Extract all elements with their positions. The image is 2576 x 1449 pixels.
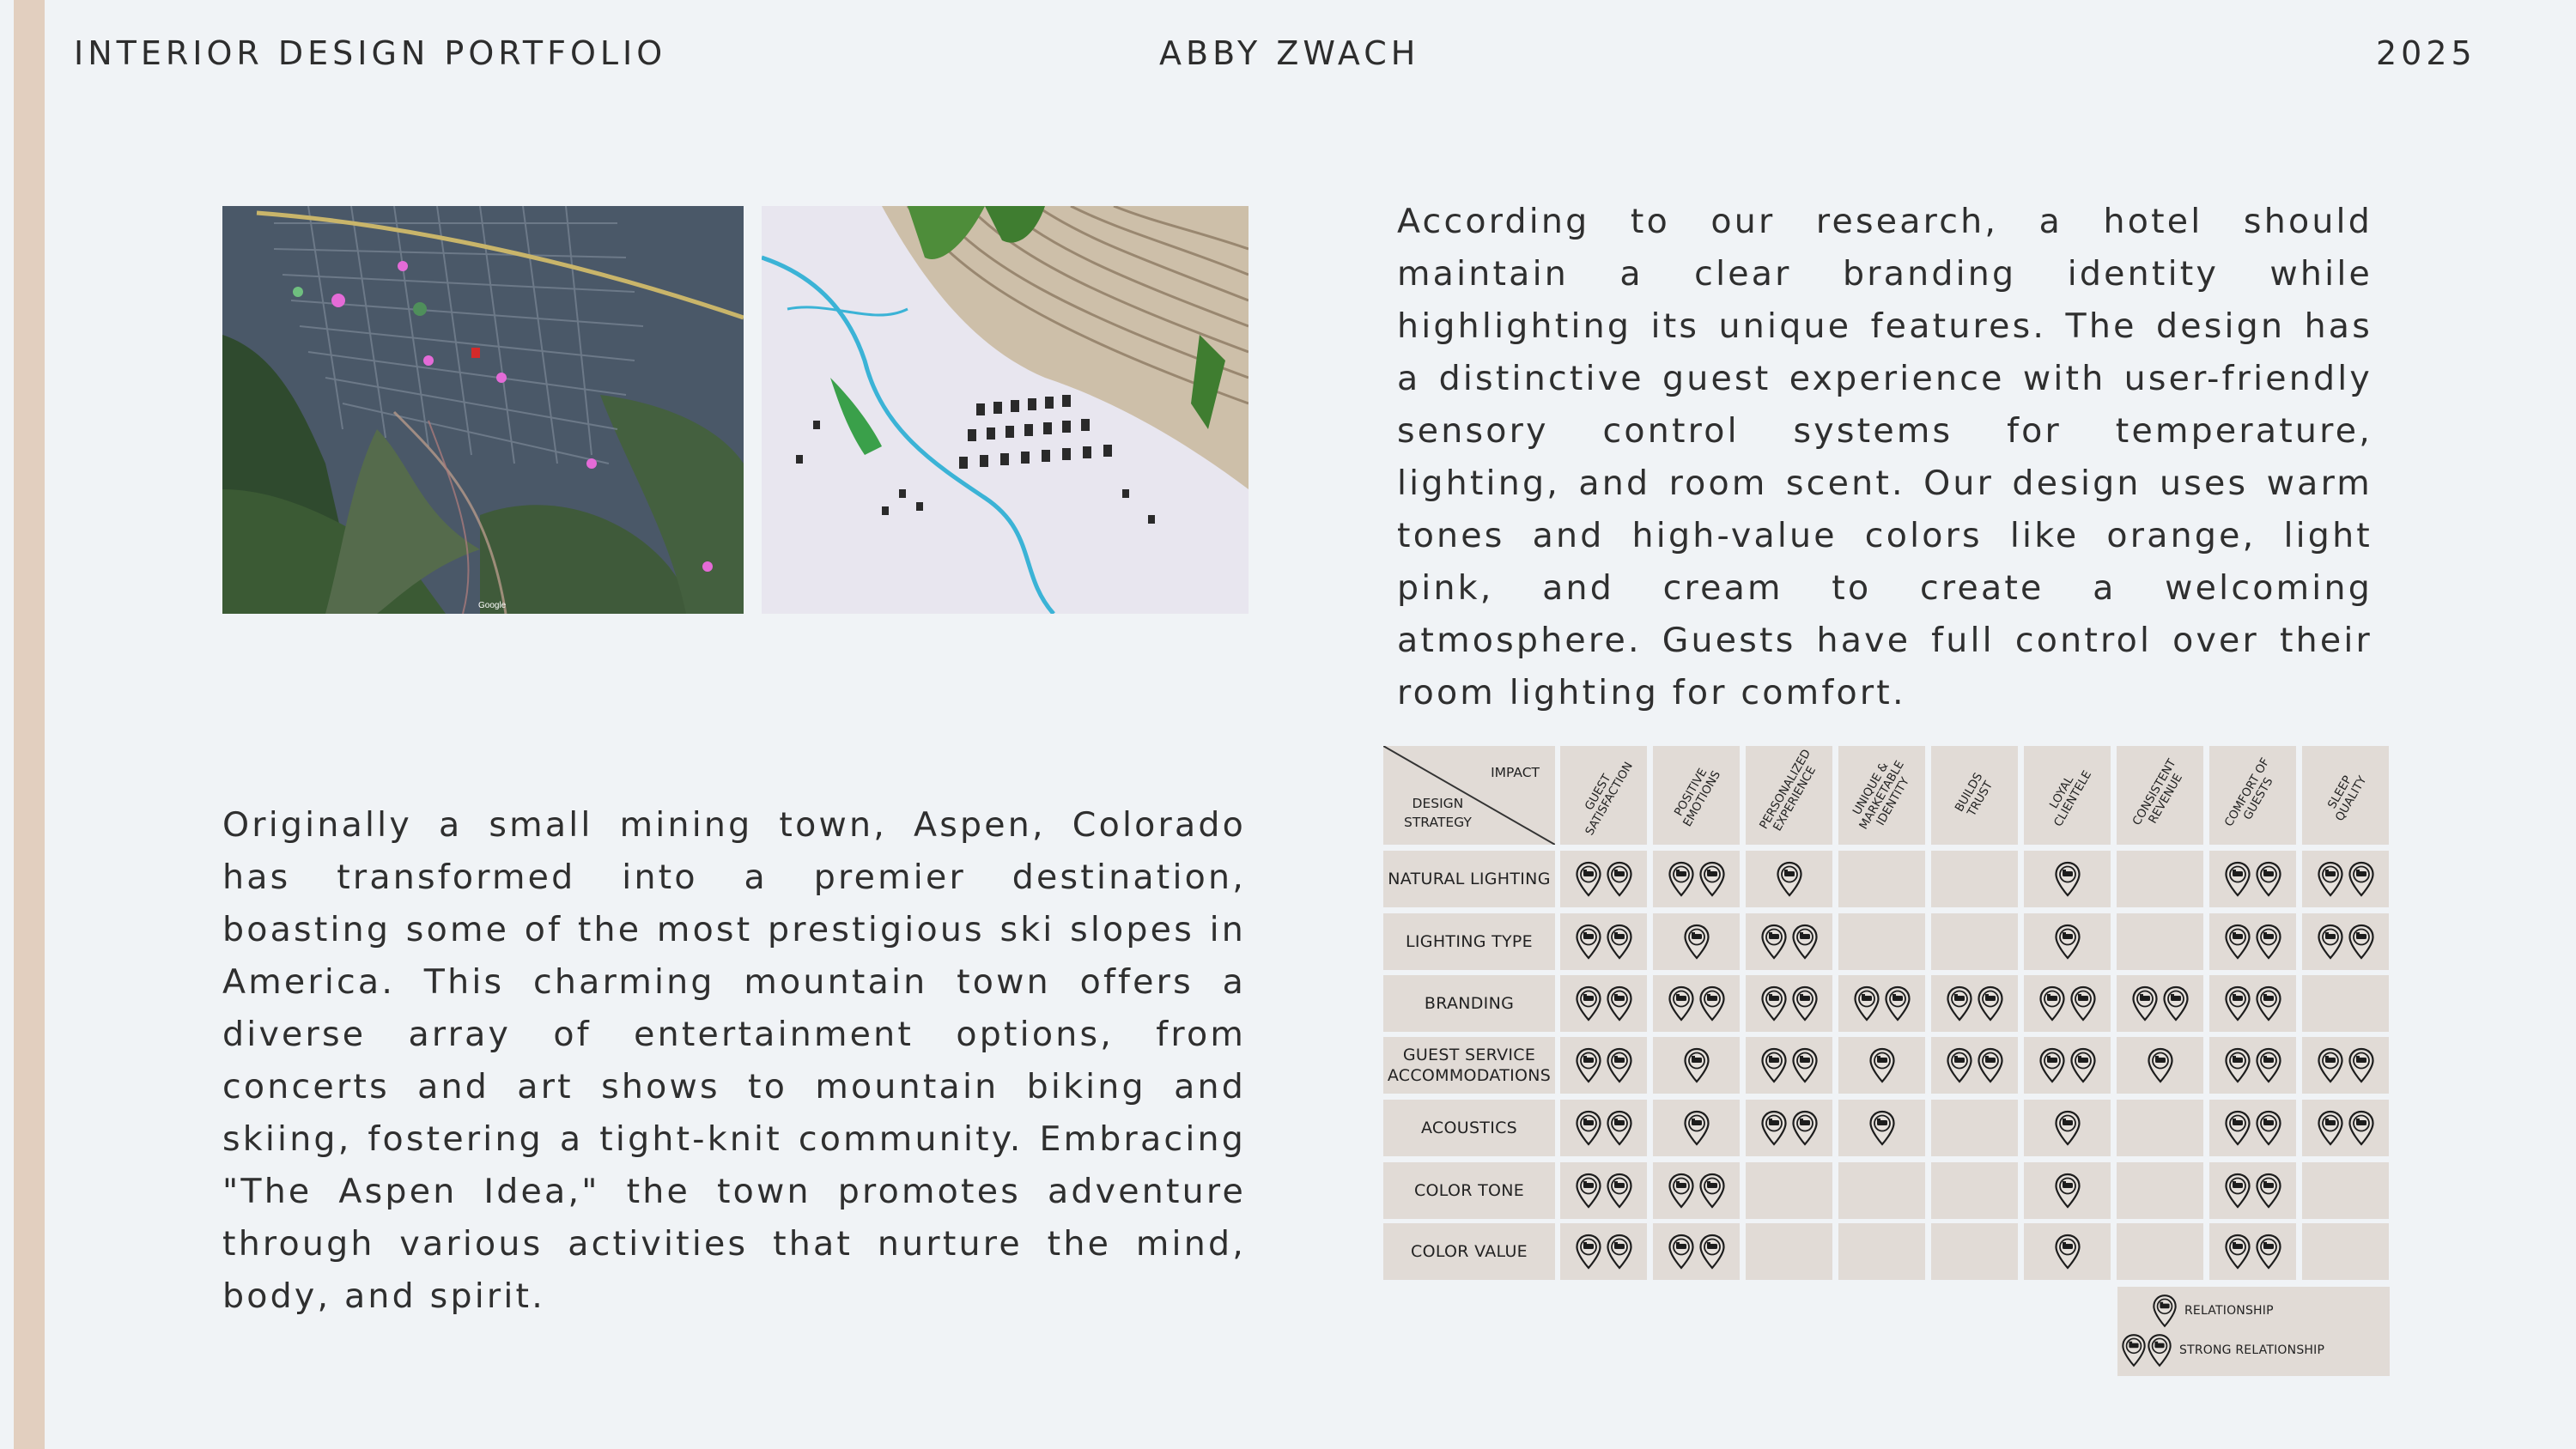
matrix-cell [1838, 1100, 1925, 1156]
matrix-row-label: NATURAL LIGHTING [1383, 851, 1555, 907]
hotel-bed-pin-icon [1946, 985, 1973, 1022]
hotel-bed-pin-icon [1606, 1110, 1633, 1146]
matrix-column-header [1746, 746, 1832, 845]
matrix-cell [1653, 851, 1740, 907]
matrix-cell [1653, 1037, 1740, 1094]
hotel-bed-pin-icon [1791, 924, 1819, 960]
matrix-cell [1931, 1223, 2018, 1280]
matrix-cell [2209, 975, 2296, 1032]
hotel-bed-pin-icon [2317, 1047, 2344, 1083]
matrix-cell [1560, 975, 1647, 1032]
hotel-bed-pin-icon [1575, 1047, 1602, 1083]
hotel-bed-pin-icon [1668, 1234, 1695, 1270]
hotel-bed-pin-icon [2054, 924, 2081, 960]
matrix-cell [2209, 1037, 2296, 1094]
map-watermark: Google [478, 601, 507, 610]
matrix-corner-header [1383, 746, 1555, 845]
matrix-cell [1746, 851, 1832, 907]
column-header-label: PERSONALIZED EXPERIENCE [1756, 746, 1819, 834]
matrix-cell [2117, 1100, 2203, 1156]
hotel-bed-pin-icon [1575, 985, 1602, 1022]
matrix-cell [1931, 975, 2018, 1032]
hotel-bed-pin-icon [2255, 1234, 2282, 1270]
matrix-cell [2209, 851, 2296, 907]
hotel-bed-pin-icon [1760, 1110, 1788, 1146]
hotel-bed-pin-icon [2255, 985, 2282, 1022]
portfolio-year: 2025 [2376, 34, 2476, 72]
hotel-bed-pin-icon [2317, 861, 2344, 897]
matrix-cell [1560, 1037, 1647, 1094]
matrix-cell [1746, 913, 1832, 970]
hotel-bed-pin-icon [1698, 985, 1726, 1022]
hotel-bed-pin-icon [1606, 1234, 1633, 1270]
matrix-column-header [1838, 746, 1925, 845]
hotel-bed-pin-icon [1946, 1047, 1973, 1083]
matrix-cell [1931, 1162, 2018, 1219]
hotel-bed-pin-icon [1884, 985, 1911, 1022]
matrix-cell [1560, 1100, 1647, 1156]
hotel-bed-pin-icon [2054, 1173, 2081, 1209]
research-paragraph: According to our research, a hotel should maintain a clear branding identity while highlighting its unique features. The design has a distinctive guest experience with user-friendly sensory control systems for temperature, lighting, and room scent. Our design uses warm tones and high-value colors like orange, light pink, and cream to create a welcoming atmosphere. Guests have full control over their room lighting for comfort. [1397, 202, 2372, 712]
legend-label: STRONG RELATIONSHIP [2179, 1343, 2325, 1357]
matrix-cell [1653, 975, 1740, 1032]
hotel-bed-pin-icon [2348, 1110, 2375, 1146]
hotel-bed-pin-icon [1760, 924, 1788, 960]
matrix-row-label: COLOR TONE [1383, 1162, 1555, 1219]
hotel-bed-pin-icon [2348, 861, 2375, 897]
hotel-bed-pin-icon [2224, 924, 2251, 960]
hotel-bed-pin-icon [1760, 985, 1788, 1022]
hotel-bed-pin-icon [2348, 1047, 2375, 1083]
hotel-bed-pin-icon [1575, 861, 1602, 897]
hotel-bed-pin-icon [2255, 924, 2282, 960]
matrix-cell [2117, 913, 2203, 970]
matrix-cell [2024, 851, 2111, 907]
matrix-cell [2209, 913, 2296, 970]
hotel-bed-pin-icon [2121, 1333, 2147, 1367]
hotel-bed-pin-icon [2317, 1110, 2344, 1146]
matrix-cell [1838, 851, 1925, 907]
hotel-bed-pin-icon [2054, 1234, 2081, 1270]
hotel-bed-pin-icon [1760, 1047, 1788, 1083]
matrix-cell [2024, 913, 2111, 970]
hotel-bed-pin-icon [1606, 1173, 1633, 1209]
aspen-paragraph: Originally a small mining town, Aspen, Colorado has transformed into a premier destination, boasting some of the most prestigious ski slopes in America. This charming mountain town offers a diverse array of entertainment options, from concerts and art shows to mountain biking and skiing, fostering a tight-knit community. Embracing "The Aspen Idea," the town promotes adventure through various activities that nurture the mind, body, and spirit. [222, 805, 1246, 1316]
matrix-cell [2024, 1223, 2111, 1280]
hotel-bed-pin-icon [2255, 1047, 2282, 1083]
corner-impact-label: IMPACT [1491, 765, 1540, 780]
hotel-bed-pin-icon [2152, 1294, 2178, 1328]
hotel-bed-pin-icon [1668, 985, 1695, 1022]
column-header-label: GUEST SATISFACTION [1582, 759, 1636, 838]
matrix-row-label: GUEST SERVICE ACCOMMODATIONS [1383, 1037, 1555, 1094]
legend-row [2152, 1294, 2274, 1328]
matrix-cell [1653, 913, 1740, 970]
hotel-bed-pin-icon [2255, 861, 2282, 897]
hotel-bed-pin-icon [1575, 1110, 1602, 1146]
matrix-row-label: ACOUSTICS [1383, 1100, 1555, 1156]
matrix-cell [2117, 851, 2203, 907]
column-header-label: SLEEP QUALITY [2324, 773, 2369, 824]
hotel-bed-pin-icon [2255, 1173, 2282, 1209]
hotel-bed-pin-icon [2054, 861, 2081, 897]
hotel-bed-pin-icon [1606, 861, 1633, 897]
matrix-column-header [2117, 746, 2203, 845]
matrix-cell [2302, 1100, 2389, 1156]
matrix-cell [2302, 851, 2389, 907]
matrix-cell [1931, 913, 2018, 970]
matrix-cell [2302, 1223, 2389, 1280]
matrix-cell [2209, 1100, 2296, 1156]
matrix-cell [1838, 1037, 1925, 1094]
designer-name: ABBY ZWACH [1159, 34, 1420, 72]
legend-row [2121, 1333, 2324, 1367]
hotel-bed-pin-icon [2038, 1047, 2066, 1083]
matrix-cell [2117, 1037, 2203, 1094]
hotel-bed-pin-icon [2147, 1047, 2174, 1083]
matrix-cell [1746, 1037, 1832, 1094]
matrix-cell [1746, 1100, 1832, 1156]
matrix-cell [2024, 975, 2111, 1032]
hotel-bed-pin-icon [1698, 1173, 1726, 1209]
matrix-cell [1560, 913, 1647, 970]
hotel-bed-pin-icon [1977, 1047, 2004, 1083]
hotel-bed-pin-icon [1606, 924, 1633, 960]
matrix-column-header [1653, 746, 1740, 845]
matrix-cell [2209, 1162, 2296, 1219]
hotel-bed-pin-icon [1791, 1110, 1819, 1146]
hotel-bed-pin-icon [2224, 1110, 2251, 1146]
hotel-bed-pin-icon [1868, 1047, 1896, 1083]
matrix-cell [1560, 1223, 1647, 1280]
aerial-satellite-map-image [222, 206, 744, 614]
hotel-bed-pin-icon [1606, 985, 1633, 1022]
hotel-bed-pin-icon [2162, 985, 2190, 1022]
hotel-bed-pin-icon [2317, 924, 2344, 960]
hotel-bed-pin-icon [2224, 861, 2251, 897]
hotel-bed-pin-icon [2224, 985, 2251, 1022]
matrix-cell [2024, 1100, 2111, 1156]
matrix-cell [1838, 975, 1925, 1032]
matrix-cell [2302, 1037, 2389, 1094]
column-header-label: POSITIVE EMOTIONS [1671, 765, 1723, 829]
hotel-bed-pin-icon [2054, 1110, 2081, 1146]
matrix-cell [2209, 1223, 2296, 1280]
matrix-row-label: LIGHTING TYPE [1383, 913, 1555, 970]
matrix-column-header [2024, 746, 2111, 845]
matrix-cell [1746, 1223, 1832, 1280]
matrix-cell [1653, 1223, 1740, 1280]
hotel-bed-pin-icon [1668, 861, 1695, 897]
matrix-legend [2117, 1287, 2390, 1376]
hotel-bed-pin-icon [1791, 1047, 1819, 1083]
matrix-cell [1931, 1100, 2018, 1156]
matrix-cell [2117, 975, 2203, 1032]
hotel-bed-pin-icon [1776, 861, 1803, 897]
hotel-bed-pin-icon [2069, 1047, 2097, 1083]
column-header-label: COMFORT OF GUESTS [2221, 755, 2276, 829]
matrix-cell [1653, 1100, 1740, 1156]
matrix-cell [1560, 1162, 1647, 1219]
column-header-label: CONSISTENT REVENUE [2129, 756, 2185, 828]
accent-side-bar [14, 0, 45, 1449]
matrix-cell [1838, 913, 1925, 970]
matrix-cell [2302, 975, 2389, 1032]
hotel-bed-pin-icon [2224, 1047, 2251, 1083]
hotel-bed-pin-icon [2224, 1173, 2251, 1209]
hotel-bed-pin-icon [2147, 1333, 2172, 1367]
portfolio-title: INTERIOR DESIGN PORTFOLIO [74, 34, 667, 72]
hotel-bed-pin-icon [2348, 924, 2375, 960]
matrix-cell [1931, 851, 2018, 907]
column-header-label: LOYAL CLIENTELE [2046, 767, 2094, 829]
hotel-bed-pin-icon [1977, 985, 2004, 1022]
matrix-cell [2117, 1162, 2203, 1219]
matrix-cell [1931, 1037, 2018, 1094]
hotel-bed-pin-icon [1575, 924, 1602, 960]
column-header-label: BUILDS TRUST [1952, 770, 1996, 819]
hotel-bed-pin-icon [1683, 1110, 1710, 1146]
matrix-cell [1653, 1162, 1740, 1219]
hotel-bed-pin-icon [2255, 1110, 2282, 1146]
matrix-cell [1838, 1162, 1925, 1219]
hotel-bed-pin-icon [1575, 1234, 1602, 1270]
hotel-bed-pin-icon [2224, 1234, 2251, 1270]
matrix-cell [1838, 1223, 1925, 1280]
matrix-column-header [1931, 746, 2018, 845]
matrix-row-label: BRANDING [1383, 975, 1555, 1032]
hotel-bed-pin-icon [1698, 1234, 1726, 1270]
corner-strategy-label: DESIGN STRATEGY [1404, 796, 1472, 830]
topographic-model-image [762, 206, 1249, 614]
hotel-bed-pin-icon [1853, 985, 1880, 1022]
matrix-row-label: COLOR VALUE [1383, 1223, 1555, 1280]
matrix-cell [2117, 1223, 2203, 1280]
matrix-cell [1746, 975, 1832, 1032]
hotel-bed-pin-icon [1791, 985, 1819, 1022]
hotel-bed-pin-icon [1698, 861, 1726, 897]
hotel-bed-pin-icon [1683, 924, 1710, 960]
hotel-bed-pin-icon [2131, 985, 2159, 1022]
matrix-cell [1560, 851, 1647, 907]
hotel-bed-pin-icon [1683, 1047, 1710, 1083]
matrix-cell [1746, 1162, 1832, 1219]
matrix-column-header [2209, 746, 2296, 845]
matrix-column-header [2302, 746, 2389, 845]
matrix-cell [2302, 1162, 2389, 1219]
hotel-bed-pin-icon [1668, 1173, 1695, 1209]
column-header-label: UNIQUE & MARKETABLE IDENTITY [1850, 758, 1912, 832]
hotel-bed-pin-icon [2069, 985, 2097, 1022]
matrix-column-header [1560, 746, 1647, 845]
matrix-cell [2024, 1037, 2111, 1094]
hotel-bed-pin-icon [1868, 1110, 1896, 1146]
hotel-bed-pin-icon [2038, 985, 2066, 1022]
hotel-bed-pin-icon [1575, 1173, 1602, 1209]
matrix-cell [2024, 1162, 2111, 1219]
legend-label: RELATIONSHIP [2184, 1304, 2274, 1318]
matrix-cell [2302, 913, 2389, 970]
hotel-bed-pin-icon [1606, 1047, 1633, 1083]
